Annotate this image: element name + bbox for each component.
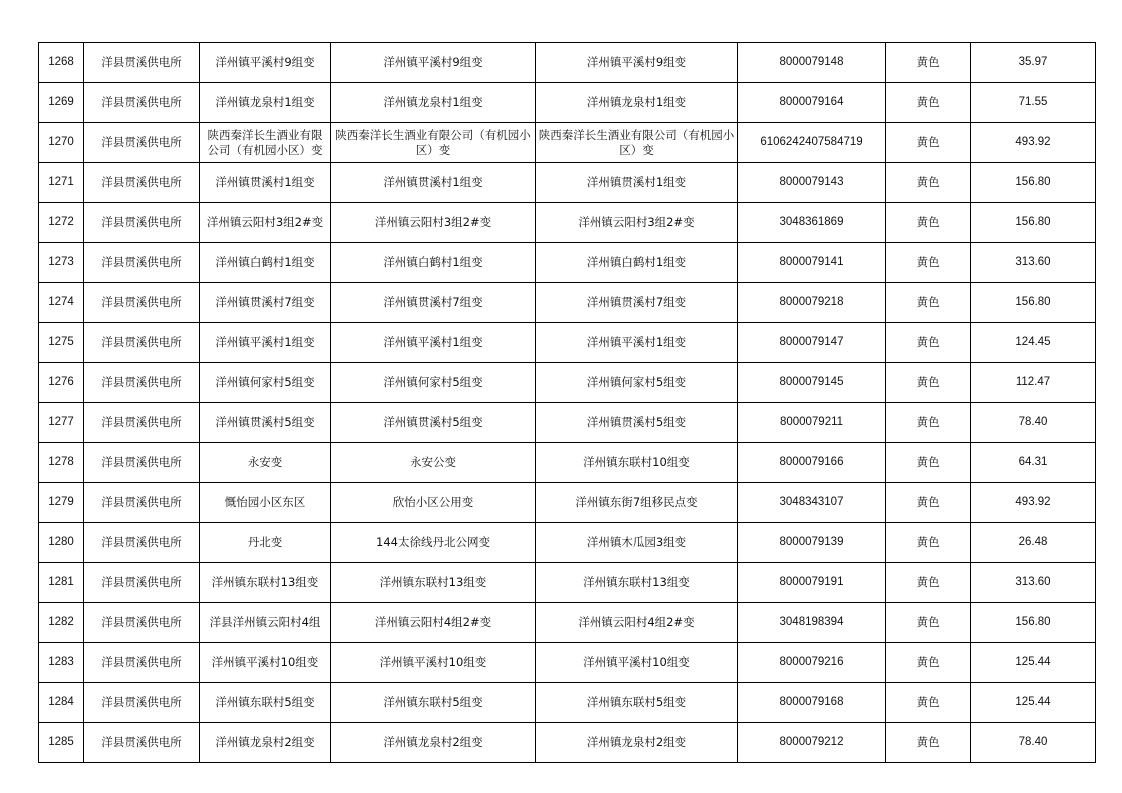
warning-level-cell: 黄色 (886, 243, 971, 283)
transformer-name-cell: 丹北变 (200, 523, 331, 563)
asset-name-cell: 洋州镇东联村13组变 (331, 563, 536, 603)
warning-level-cell: 黄色 (886, 283, 971, 323)
meter-code-cell: 8000079191 (738, 563, 886, 603)
transformer-name-cell: 洋州镇龙泉村2组变 (200, 723, 331, 763)
warning-level-cell: 黄色 (886, 203, 971, 243)
warning-level-cell: 黄色 (886, 483, 971, 523)
station-name-cell: 洋州镇龙泉村2组变 (536, 723, 738, 763)
value-cell: 493.92 (971, 123, 1096, 163)
transformer-name-cell: 洋州镇东联村13组变 (200, 563, 331, 603)
row-index-cell: 1282 (39, 603, 84, 643)
row-index-cell: 1268 (39, 43, 84, 83)
supply-unit-cell: 洋县贯溪供电所 (84, 523, 200, 563)
station-name-cell: 洋州镇东联村5组变 (536, 683, 738, 723)
supply-unit-cell: 洋县贯溪供电所 (84, 363, 200, 403)
row-index-cell: 1269 (39, 83, 84, 123)
asset-name-cell: 洋州镇云阳村3组2#变 (331, 203, 536, 243)
warning-level-cell: 黄色 (886, 83, 971, 123)
table-row (39, 523, 1096, 563)
asset-name-cell: 洋州镇平溪村1组变 (331, 323, 536, 363)
transformer-name-cell: 洋州镇东联村5组变 (200, 683, 331, 723)
station-name-cell: 洋州镇云阳村4组2#变 (536, 603, 738, 643)
asset-name-cell: 洋州镇平溪村9组变 (331, 43, 536, 83)
asset-name-cell: 洋州镇东联村5组变 (331, 683, 536, 723)
table-row (39, 243, 1096, 283)
value-cell: 112.47 (971, 363, 1096, 403)
table-row (39, 643, 1096, 683)
table-row (39, 683, 1096, 723)
transformer-name-cell: 洋州镇贯溪村1组变 (200, 163, 331, 203)
warning-level-cell: 黄色 (886, 523, 971, 563)
row-index-cell: 1278 (39, 443, 84, 483)
table-row (39, 563, 1096, 603)
supply-unit-cell: 洋县贯溪供电所 (84, 283, 200, 323)
meter-code-cell: 6106242407584719 (738, 123, 886, 163)
warning-level-cell: 黄色 (886, 723, 971, 763)
value-cell: 78.40 (971, 723, 1096, 763)
row-index-cell: 1279 (39, 483, 84, 523)
station-name-cell: 洋州镇平溪村1组变 (536, 323, 738, 363)
warning-level-cell: 黄色 (886, 683, 971, 723)
supply-unit-cell: 洋县贯溪供电所 (84, 323, 200, 363)
asset-name-cell: 欣怡小区公用变 (331, 483, 536, 523)
station-name-cell: 洋州镇平溪村9组变 (536, 43, 738, 83)
meter-code-cell: 3048343107 (738, 483, 886, 523)
warning-level-cell: 黄色 (886, 43, 971, 83)
row-index-cell: 1272 (39, 203, 84, 243)
meter-code-cell: 8000079212 (738, 723, 886, 763)
asset-name-cell: 洋州镇云阳村4组2#变 (331, 603, 536, 643)
supply-unit-cell: 洋县贯溪供电所 (84, 443, 200, 483)
warning-level-cell: 黄色 (886, 443, 971, 483)
meter-code-cell: 3048198394 (738, 603, 886, 643)
station-name-cell: 洋州镇平溪村10组变 (536, 643, 738, 683)
supply-unit-cell: 洋县贯溪供电所 (84, 563, 200, 603)
station-name-cell: 洋州镇东街7组移民点变 (536, 483, 738, 523)
station-name-cell: 洋州镇龙泉村1组变 (536, 83, 738, 123)
asset-name-cell: 洋州镇贯溪村1组变 (331, 163, 536, 203)
station-name-cell: 洋州镇白鹤村1组变 (536, 243, 738, 283)
transformer-name-cell: 洋州镇龙泉村1组变 (200, 83, 331, 123)
value-cell: 35.97 (971, 43, 1096, 83)
transformer-name-cell: 洋县洋州镇云阳村4组 (200, 603, 331, 643)
value-cell: 125.44 (971, 683, 1096, 723)
meter-code-cell: 8000079145 (738, 363, 886, 403)
supply-unit-cell: 洋县贯溪供电所 (84, 203, 200, 243)
table-row (39, 123, 1096, 163)
station-name-cell: 洋州镇东联村13组变 (536, 563, 738, 603)
meter-code-cell: 8000079143 (738, 163, 886, 203)
meter-code-cell: 8000079141 (738, 243, 886, 283)
transformer-name-cell: 洋州镇平溪村9组变 (200, 43, 331, 83)
transformer-name-cell: 永安变 (200, 443, 331, 483)
table-row (39, 483, 1096, 523)
value-cell: 125.44 (971, 643, 1096, 683)
row-index-cell: 1281 (39, 563, 84, 603)
supply-unit-cell: 洋县贯溪供电所 (84, 483, 200, 523)
value-cell: 26.48 (971, 523, 1096, 563)
supply-unit-cell: 洋县贯溪供电所 (84, 83, 200, 123)
table-row (39, 43, 1096, 83)
warning-level-cell: 黄色 (886, 363, 971, 403)
station-name-cell: 洋州镇贯溪村5组变 (536, 403, 738, 443)
transformer-name-cell: 慨怡园小区东区 (200, 483, 331, 523)
value-cell: 124.45 (971, 323, 1096, 363)
warning-level-cell: 黄色 (886, 163, 971, 203)
table-body (39, 43, 1096, 763)
meter-code-cell: 8000079166 (738, 443, 886, 483)
value-cell: 71.55 (971, 83, 1096, 123)
warning-level-cell: 黄色 (886, 563, 971, 603)
supply-unit-cell: 洋县贯溪供电所 (84, 723, 200, 763)
station-name-cell: 洋州镇东联村10组变 (536, 443, 738, 483)
value-cell: 156.80 (971, 203, 1096, 243)
warning-level-cell: 黄色 (886, 323, 971, 363)
station-name-cell: 洋州镇云阳村3组2#变 (536, 203, 738, 243)
row-index-cell: 1283 (39, 643, 84, 683)
transformer-name-cell: 洋州镇何家村5组变 (200, 363, 331, 403)
value-cell: 156.80 (971, 283, 1096, 323)
meter-code-cell: 3048361869 (738, 203, 886, 243)
asset-name-cell: 永安公变 (331, 443, 536, 483)
station-name-cell: 陕西秦洋长生酒业有限公司（有机园小区）变 (536, 123, 738, 163)
asset-name-cell: 陕西秦洋长生酒业有限公司（有机园小区）变 (331, 123, 536, 163)
row-index-cell: 1280 (39, 523, 84, 563)
value-cell: 493.92 (971, 483, 1096, 523)
meter-code-cell: 8000079218 (738, 283, 886, 323)
meter-code-cell: 8000079211 (738, 403, 886, 443)
value-cell: 64.31 (971, 443, 1096, 483)
row-index-cell: 1276 (39, 363, 84, 403)
table-row (39, 603, 1096, 643)
asset-name-cell: 144太徐线丹北公网变 (331, 523, 536, 563)
row-index-cell: 1271 (39, 163, 84, 203)
supply-unit-cell: 洋县贯溪供电所 (84, 603, 200, 643)
station-name-cell: 洋州镇何家村5组变 (536, 363, 738, 403)
meter-code-cell: 8000079139 (738, 523, 886, 563)
transformer-name-cell: 洋州镇云阳村3组2#变 (200, 203, 331, 243)
row-index-cell: 1284 (39, 683, 84, 723)
transformer-name-cell: 洋州镇贯溪村5组变 (200, 403, 331, 443)
table-row (39, 203, 1096, 243)
asset-name-cell: 洋州镇贯溪村5组变 (331, 403, 536, 443)
table-row (39, 363, 1096, 403)
warning-level-cell: 黄色 (886, 603, 971, 643)
warning-level-cell: 黄色 (886, 403, 971, 443)
table-row (39, 163, 1096, 203)
data-table (38, 42, 1096, 763)
transformer-name-cell: 洋州镇平溪村1组变 (200, 323, 331, 363)
meter-code-cell: 8000079164 (738, 83, 886, 123)
transformer-name-cell: 洋州镇贯溪村7组变 (200, 283, 331, 323)
row-index-cell: 1275 (39, 323, 84, 363)
table-row (39, 723, 1096, 763)
station-name-cell: 洋州镇贯溪村7组变 (536, 283, 738, 323)
row-index-cell: 1277 (39, 403, 84, 443)
transformer-name-cell: 洋州镇白鹤村1组变 (200, 243, 331, 283)
table-row (39, 83, 1096, 123)
row-index-cell: 1274 (39, 283, 84, 323)
supply-unit-cell: 洋县贯溪供电所 (84, 683, 200, 723)
row-index-cell: 1270 (39, 123, 84, 163)
value-cell: 313.60 (971, 563, 1096, 603)
asset-name-cell: 洋州镇贯溪村7组变 (331, 283, 536, 323)
supply-unit-cell: 洋县贯溪供电所 (84, 163, 200, 203)
supply-unit-cell: 洋县贯溪供电所 (84, 123, 200, 163)
asset-name-cell: 洋州镇龙泉村2组变 (331, 723, 536, 763)
meter-code-cell: 8000079168 (738, 683, 886, 723)
asset-name-cell: 洋州镇白鹤村1组变 (331, 243, 536, 283)
value-cell: 78.40 (971, 403, 1096, 443)
supply-unit-cell: 洋县贯溪供电所 (84, 643, 200, 683)
supply-unit-cell: 洋县贯溪供电所 (84, 243, 200, 283)
supply-unit-cell: 洋县贯溪供电所 (84, 43, 200, 83)
station-name-cell: 洋州镇木瓜园3组变 (536, 523, 738, 563)
transformer-name-cell: 陕西秦洋长生酒业有限公司（有机园小区）变 (200, 123, 331, 163)
station-name-cell: 洋州镇贯溪村1组变 (536, 163, 738, 203)
value-cell: 156.80 (971, 163, 1096, 203)
meter-code-cell: 8000079216 (738, 643, 886, 683)
table-row (39, 323, 1096, 363)
meter-code-cell: 8000079147 (738, 323, 886, 363)
warning-level-cell: 黄色 (886, 123, 971, 163)
asset-name-cell: 洋州镇龙泉村1组变 (331, 83, 536, 123)
table-row (39, 443, 1096, 483)
supply-unit-cell: 洋县贯溪供电所 (84, 403, 200, 443)
value-cell: 313.60 (971, 243, 1096, 283)
table-row (39, 283, 1096, 323)
row-index-cell: 1285 (39, 723, 84, 763)
row-index-cell: 1273 (39, 243, 84, 283)
asset-name-cell: 洋州镇何家村5组变 (331, 363, 536, 403)
value-cell: 156.80 (971, 603, 1096, 643)
meter-code-cell: 8000079148 (738, 43, 886, 83)
warning-level-cell: 黄色 (886, 643, 971, 683)
table-row (39, 403, 1096, 443)
asset-name-cell: 洋州镇平溪村10组变 (331, 643, 536, 683)
transformer-name-cell: 洋州镇平溪村10组变 (200, 643, 331, 683)
